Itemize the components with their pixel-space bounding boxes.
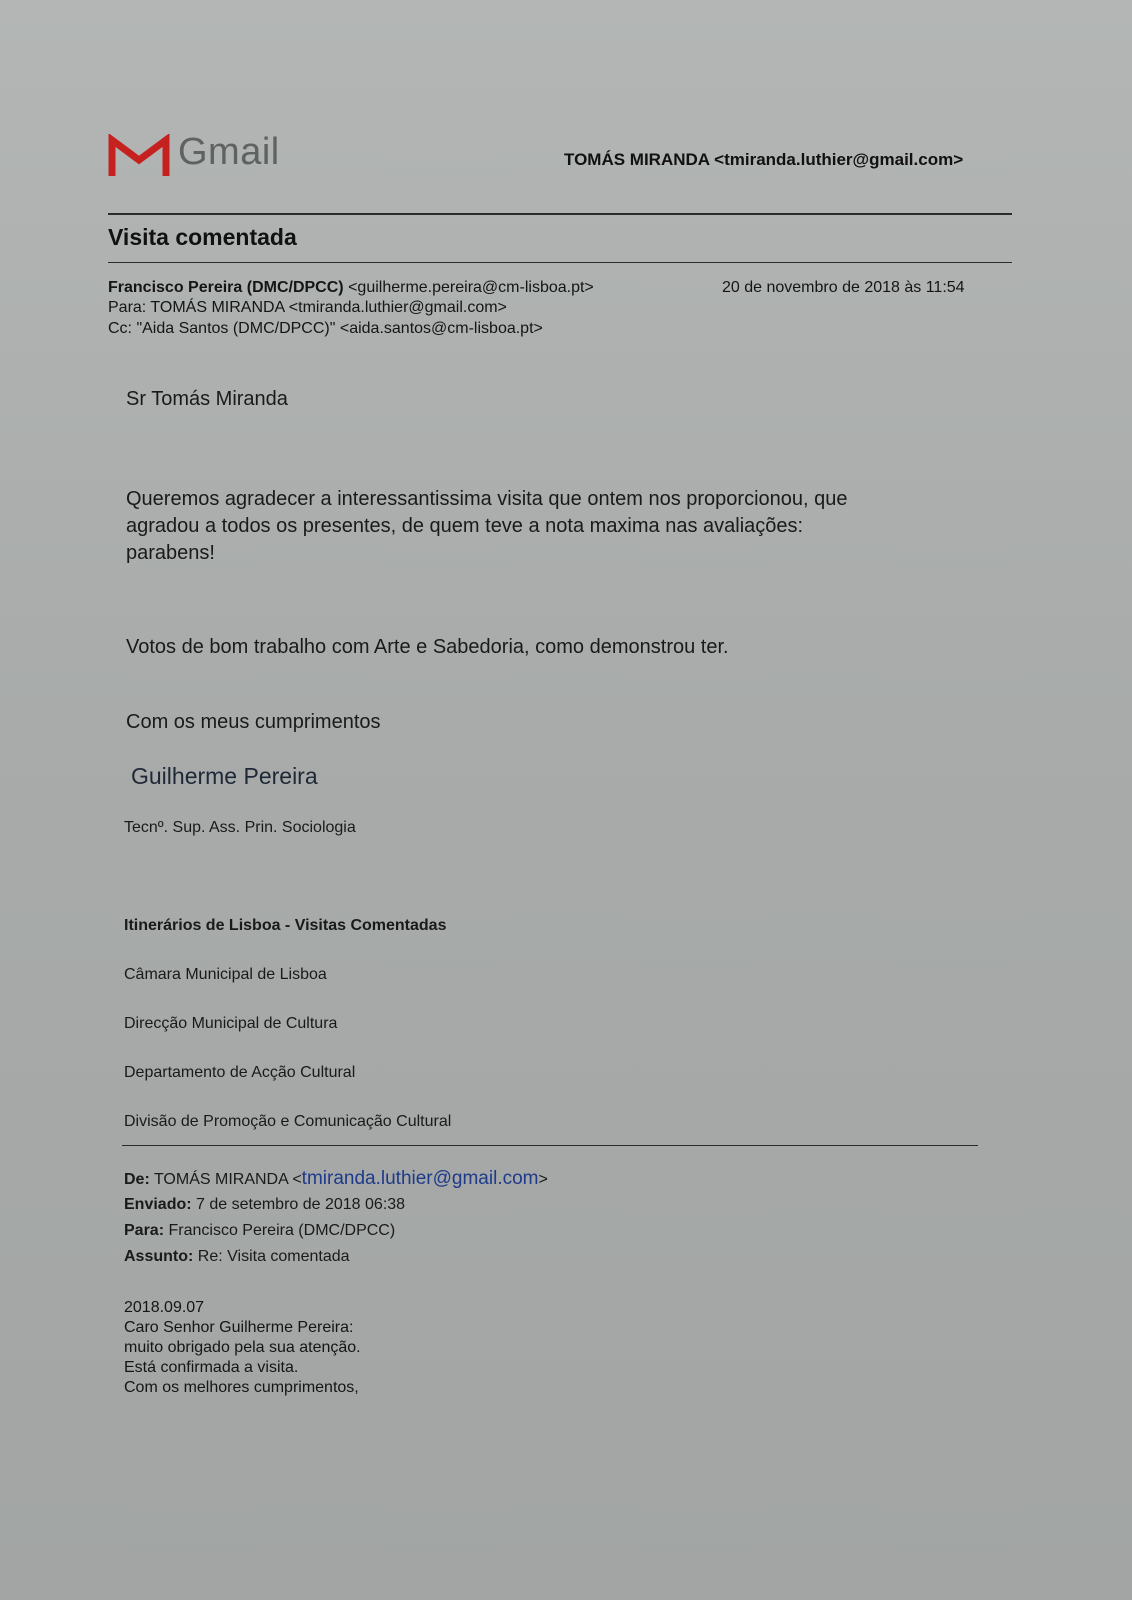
signature-name: Guilherme Pereira (131, 763, 318, 789)
signature-title: Tecnº. Sup. Ass. Prin. Sociologia (124, 819, 356, 836)
reply-line: Está confirmada a visita. (124, 1359, 299, 1376)
body-paragraph-1-line: Queremos agradecer a interessantissima visita que ontem nos proporcionou, que (126, 488, 848, 510)
reply-line: Com os melhores cumprimentos, (124, 1379, 359, 1396)
quoted-sent-value: 7 de setembro de 2018 06:38 (196, 1196, 406, 1213)
signature-org-line: Divisão de Promoção e Comunicação Cultural (124, 1113, 452, 1130)
quoted-sent-label: Enviado: (124, 1196, 192, 1213)
account-label: TOMÁS MIRANDA <tmiranda.luthier@gmail.com> (564, 150, 964, 169)
quoted-from-name: TOMÁS MIRANDA < (153, 1171, 302, 1188)
quote-divider (122, 1145, 978, 1146)
sender-email: <guilherme.pereira@cm-lisboa.pt> (348, 279, 594, 296)
reply-line: 2018.09.07 (124, 1299, 205, 1316)
recipient-line: Para: TOMÁS MIRANDA <tmiranda.luthier@gmail.com> (108, 299, 507, 316)
body-paragraph-1-line: parabens! (126, 542, 215, 564)
quoted-subject-value: Re: Visita comentada (197, 1248, 350, 1265)
quoted-from (124, 1166, 548, 1192)
quoted-to (124, 1218, 395, 1243)
body-paragraph-2: Votos de bom trabalho com Arte e Sabedoria, como demonstrou ter. (126, 636, 729, 658)
body-paragraph-1-line: agradou a todos os presentes, de quem teve a nota maxima nas avaliações: (126, 515, 804, 537)
sender-name: Francisco Pereira (DMC/DPCC) (108, 279, 344, 296)
quoted-to-value: Francisco Pereira (DMC/DPCC) (168, 1222, 396, 1239)
reply-line: muito obrigado pela sua atenção. (124, 1339, 361, 1356)
reply-body (124, 1298, 361, 1398)
email-subject: Visita comentada (108, 224, 297, 250)
quoted-subject (124, 1244, 350, 1269)
header-divider (108, 213, 1012, 215)
body-paragraph-1 (126, 486, 848, 567)
signature-org-line: Câmara Municipal de Lisboa (124, 966, 327, 983)
subject-divider (108, 262, 1012, 263)
signature-program: Itinerários de Lisboa - Visitas Comentadas (124, 917, 447, 934)
closing: Com os meus cumprimentos (126, 711, 381, 733)
gmail-logo-icon (108, 134, 170, 178)
signature-org-line: Departamento de Acção Cultural (124, 1064, 356, 1081)
quoted-from-label: De: (124, 1171, 150, 1188)
quoted-to-label: Para: (124, 1222, 165, 1239)
reply-line: Caro Senhor Guilherme Pereira: (124, 1319, 354, 1336)
greeting: Sr Tomás Miranda (126, 388, 288, 410)
message-date: 20 de novembro de 2018 às 11:54 (722, 279, 965, 296)
gmail-logo-text: Gmail (178, 131, 280, 173)
signature-org-line: Direcção Municipal de Cultura (124, 1015, 338, 1032)
quoted-subject-label: Assunto: (124, 1248, 194, 1265)
sender-line (108, 279, 594, 297)
quoted-from-email[interactable]: tmiranda.luthier@gmail.com (301, 1168, 539, 1189)
quoted-sent (124, 1192, 405, 1217)
quoted-from-close: > (538, 1171, 548, 1188)
cc-line: Cc: "Aida Santos (DMC/DPCC)" <aida.santos@cm-lisboa.pt> (108, 320, 543, 337)
